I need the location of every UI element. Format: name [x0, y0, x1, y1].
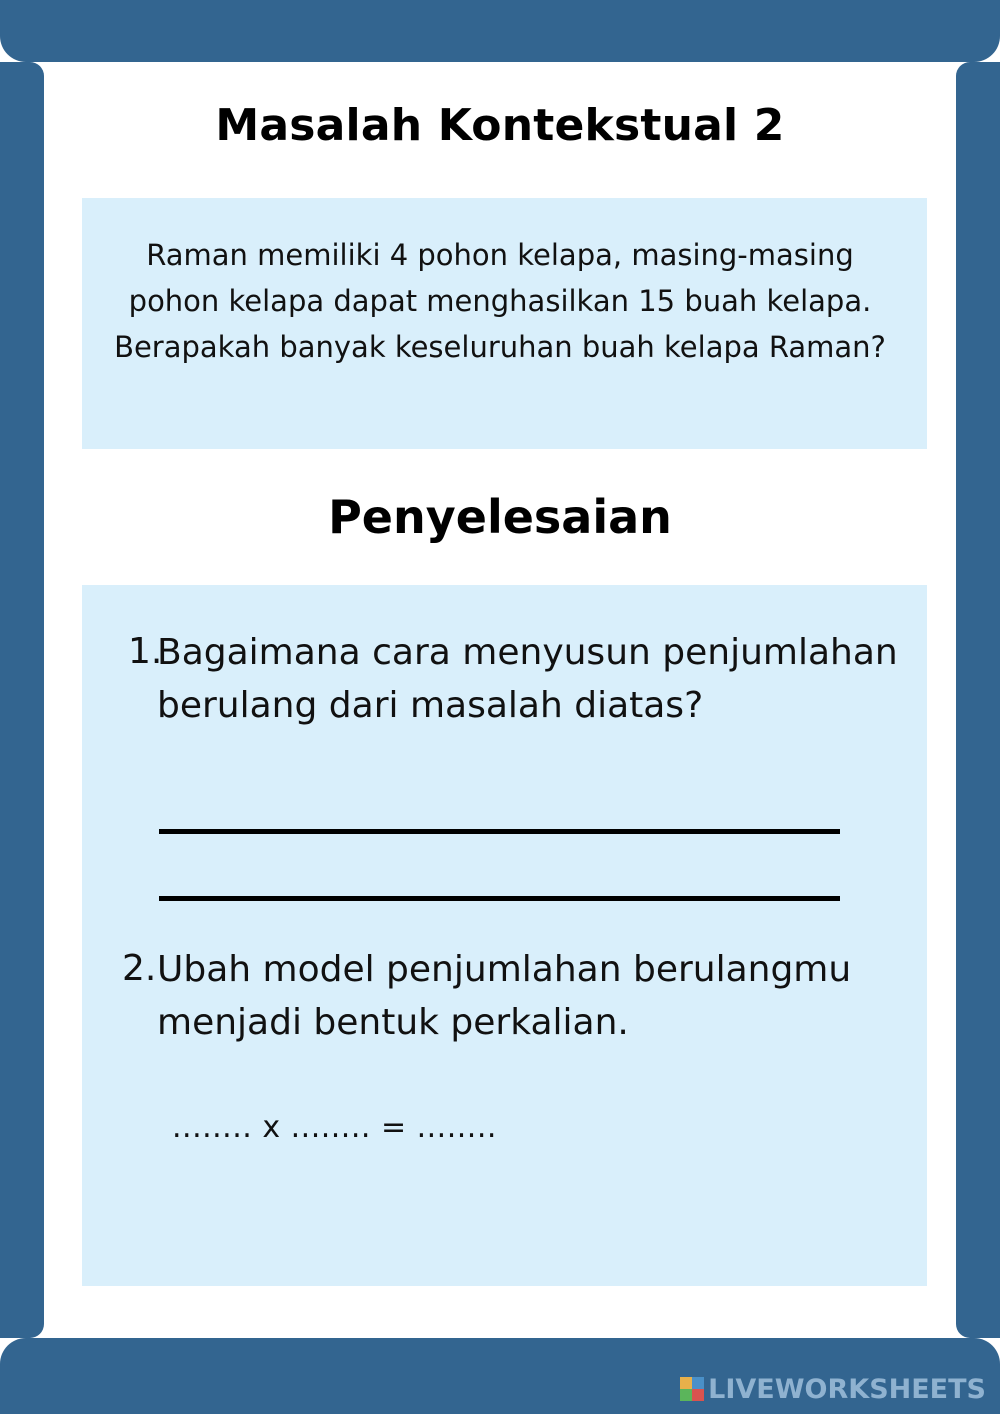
logo-mark-icon — [680, 1377, 704, 1401]
question-2-text: Ubah model penjumlahan berulangmu menjadi bentuk perkalian. — [157, 949, 852, 1043]
question-1-text: Bagaimana cara menyusun penjumlahan berulang dari masalah diatas? — [157, 632, 898, 726]
top-frame-bar — [0, 0, 1000, 62]
answer-line-2[interactable] — [159, 896, 840, 901]
right-frame-bar — [956, 62, 1000, 1338]
problem-text: Raman memiliki 4 pohon kelapa, masing-masing pohon kelapa dapat menghasilkan 15 buah kelapa. Berapakah banyak keseluruhan buah kelapa Raman? — [114, 238, 886, 364]
section-title: Penyelesaian — [328, 490, 672, 544]
multiplication-formula[interactable]: ........ x ........ = ........ — [172, 1110, 497, 1145]
question-1-number: 1. — [128, 631, 163, 672]
logo-text: LIVEWORKSHEETS — [708, 1373, 986, 1405]
left-frame-bar — [0, 62, 44, 1338]
page-title: Masalah Kontekstual 2 — [215, 100, 785, 151]
question-2-number: 2. — [122, 948, 157, 989]
answer-line-1[interactable] — [159, 829, 840, 834]
liveworksheets-logo — [680, 1374, 986, 1404]
